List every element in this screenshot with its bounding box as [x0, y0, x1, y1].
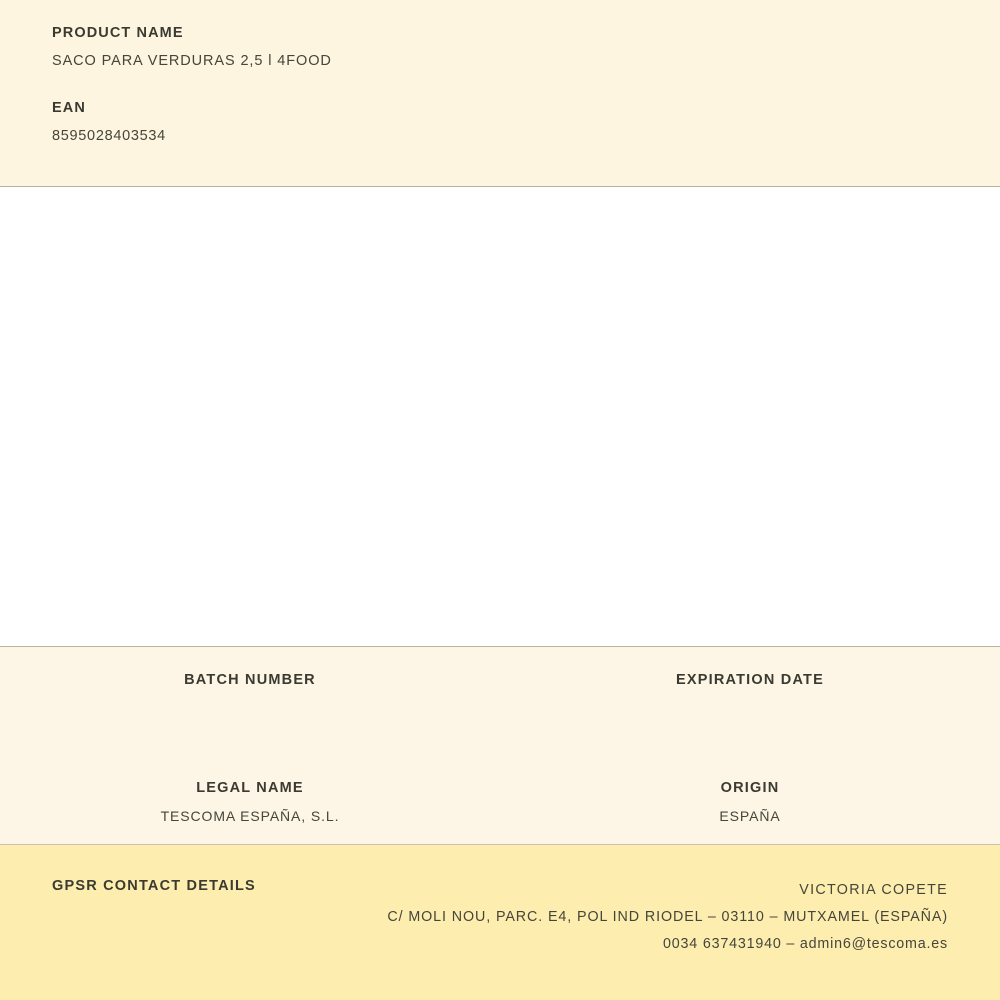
gpsr-contact-address: C/ MOLI NOU, PARC. E4, POL IND RIODEL – 03110 – MUTXAMEL (ESPAÑA) — [387, 909, 948, 926]
ean-value: 8595028403534 — [52, 127, 166, 144]
product-details-block — [0, 647, 1000, 845]
field-legal-name — [0, 779, 500, 825]
field-batch-number — [0, 671, 500, 717]
field-product-name — [0, 24, 1000, 71]
gpsr-contact-lines — [256, 877, 948, 958]
field-expiration-date — [500, 671, 1000, 717]
gpsr-contact-label: GPSR CONTACT DETAILS — [52, 878, 256, 894]
product-name-value: SACO PARA VERDURAS 2,5 l 4FOOD — [52, 52, 332, 69]
batch-number-value — [0, 699, 500, 717]
details-row-batch-expiration — [0, 671, 1000, 717]
batch-number-label: BATCH NUMBER — [184, 672, 316, 688]
gpsr-contact-person: VICTORIA COPETE — [799, 882, 948, 898]
gpsr-contact-phone-email: 0034 637431940 – admin6@tescoma.es — [663, 936, 948, 953]
legal-name-label: LEGAL NAME — [196, 779, 304, 796]
origin-label: ORIGIN — [720, 779, 780, 796]
origin-value: ESPAÑA — [719, 807, 781, 824]
product-image-area — [0, 187, 1000, 647]
ean-label: EAN — [52, 99, 86, 116]
expiration-date-value — [500, 699, 1000, 717]
gpsr-contact-block — [0, 845, 1000, 1000]
field-ean — [0, 99, 1000, 146]
details-row-legal-origin — [0, 779, 1000, 825]
legal-name-value: TESCOMA ESPAÑA, S.L. — [160, 807, 340, 824]
product-name-label: PRODUCT NAME — [52, 25, 184, 41]
field-origin — [500, 779, 1000, 825]
product-identification-block — [0, 0, 1000, 187]
expiration-date-label: EXPIRATION DATE — [676, 672, 824, 688]
